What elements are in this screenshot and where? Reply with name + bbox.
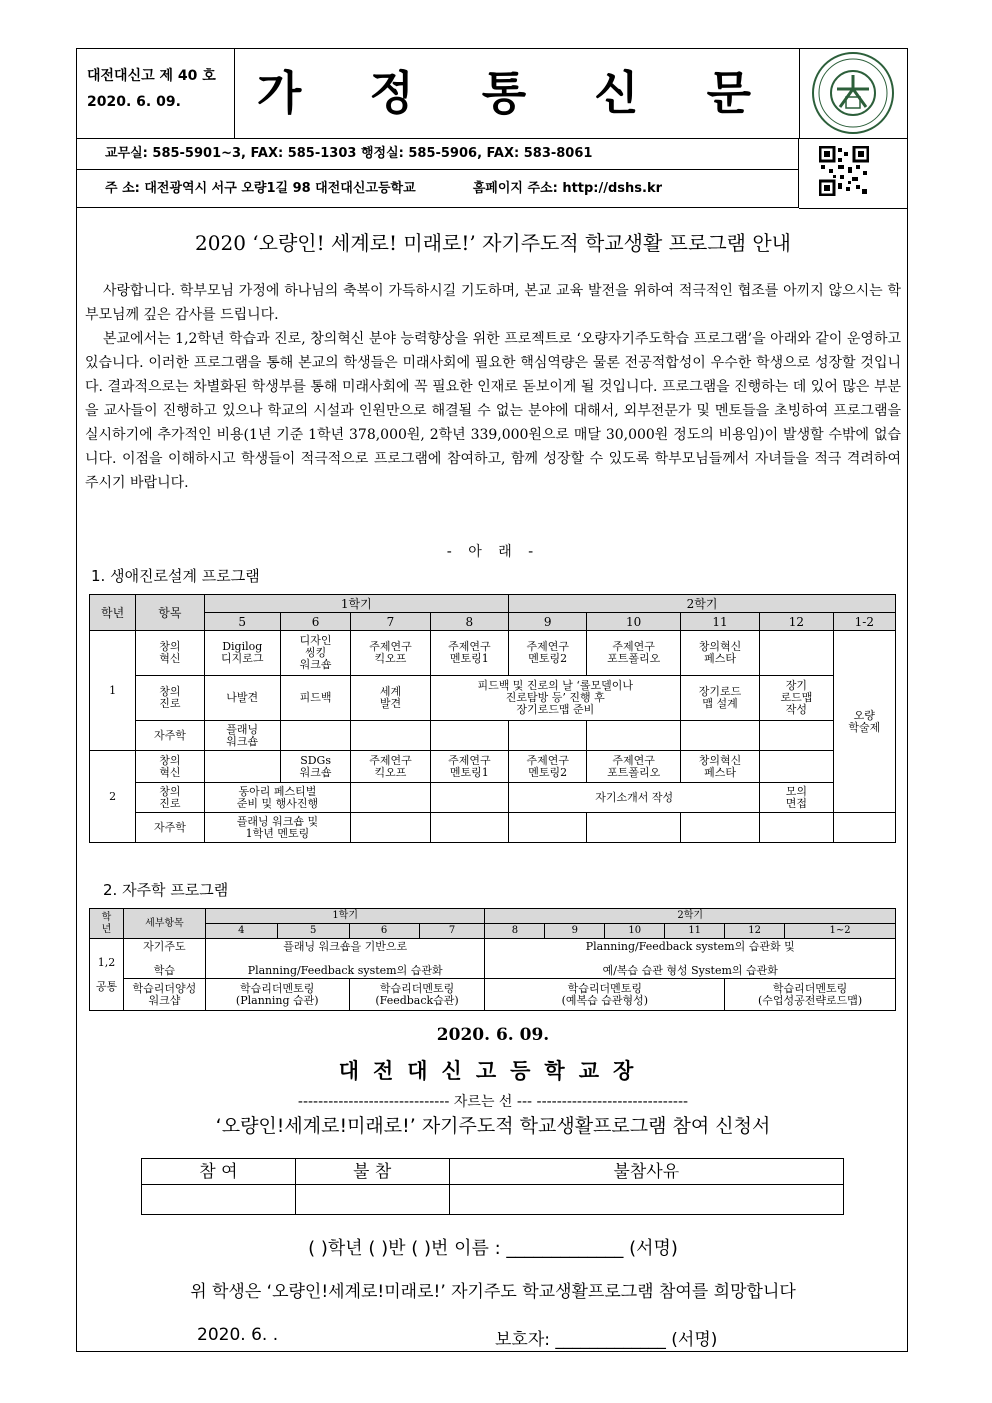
row-label: 창의 진로 <box>136 676 204 721</box>
issue-number: 대전대신고 제 40 호 <box>87 68 216 84</box>
cell: 학습리더멘토링 (예복습 습관형성) <box>485 979 725 1011</box>
reason-field[interactable] <box>449 1185 843 1215</box>
cut-line: ------------------------------ 자르는 선 --- ------------------------------ <box>297 1094 689 1110</box>
row-label: 창의 혁신 <box>136 751 204 783</box>
cell: 플래닝 워크숍을 기반으로 Planning/Feedback system의 습관화 <box>205 939 485 979</box>
cell: 학습리더멘토링 (Feedback습관) <box>349 979 485 1011</box>
header-reason: 불참사유 <box>449 1159 843 1185</box>
sign-date: 2020. 6. 09. <box>436 1025 550 1045</box>
contact-line: 교무실: 585-5901~3, FAX: 585-1303 행정실: 585-5906, FAX: 583-8061 <box>77 138 799 170</box>
principal-name: 대전대신고등학교장 <box>338 1058 648 1083</box>
cell: 피드백 <box>280 676 350 721</box>
header-item: 항목 <box>136 595 204 631</box>
address-line <box>77 170 799 208</box>
cell: 세계 발견 <box>351 676 430 721</box>
row-label: 창의 혁신 <box>136 631 204 676</box>
month: 11 <box>680 613 759 631</box>
grade-2: 2 <box>90 751 136 843</box>
cell: 학습리더멘토링 (Planning 습관) <box>205 979 349 1011</box>
month: 8 <box>485 924 545 939</box>
hope-statement: 위 학생은 ‘오량인!세계로!미래로!’ 자기주도 학교생활프로그램 참여를 희망합니다 <box>190 1282 796 1302</box>
cell: 모의 면접 <box>760 783 833 813</box>
cell: 주제연구 멘토링1 <box>430 751 508 783</box>
month: 8 <box>430 613 508 631</box>
cell: Planning/Feedback system의 습관화 및 예/복습 습관 형성 System의 습관화 <box>485 939 896 979</box>
month: 5 <box>277 924 349 939</box>
participate-field[interactable] <box>142 1185 296 1215</box>
form-date: 2020. 6. . <box>197 1325 279 1345</box>
month: 9 <box>545 924 605 939</box>
month: 7 <box>351 613 430 631</box>
month: 7 <box>419 924 485 939</box>
month: 10 <box>605 924 665 939</box>
header-grade: 학년 <box>90 595 136 631</box>
cell: 주제연구 멘토링2 <box>509 751 587 783</box>
cell: 플래닝 워크숍 및 1학년 멘토링 <box>204 813 351 843</box>
header-semester-2: 2학기 <box>485 909 896 924</box>
cell: 주제연구 포트폴리오 <box>587 751 680 783</box>
grade-1: 1 <box>90 631 136 751</box>
not-participate-field[interactable] <box>295 1185 449 1215</box>
intro-paragraph-1: 사랑합니다. 학부모님 가정에 하나님의 축복이 가득하시길 기도하며, 본교 교육 발전을 위하여 적극적인 협조를 아끼지 않으시는 학부모님께 깊은 감사를 드립니다. <box>85 283 901 323</box>
participation-form-table <box>141 1158 844 1215</box>
row-label: 자주학 <box>136 813 204 843</box>
self-study-program-table <box>89 908 896 1011</box>
grade-common: 1,2 공통 <box>90 939 124 1011</box>
header-participate: 참 여 <box>142 1159 296 1185</box>
header-semester-2: 2학기 <box>509 595 896 613</box>
issue-date: 2020. 6. 09. <box>87 94 181 110</box>
school-logo <box>799 49 908 138</box>
header <box>77 49 907 139</box>
homepage[interactable]: 홈페이지 주소: http://dshs.kr <box>472 181 663 196</box>
newsletter-title: 가 정 통 신 문 <box>256 66 778 120</box>
cell: SDGs 워크숍 <box>280 751 350 783</box>
month: 5 <box>204 613 280 631</box>
row-label: 학습리더양성 워크샵 <box>123 979 205 1011</box>
cell-empty <box>760 631 833 676</box>
document-frame <box>76 48 908 1352</box>
cell: 장기로드 맵 설계 <box>680 676 759 721</box>
cell: 피드백 및 진로의 날 ‘롤모델이나 진로탐방 등’ 진행 후 장기로드맵 준비 <box>430 676 680 721</box>
cell: 플래닝 워크숍 <box>204 721 280 751</box>
document-title: 2020 ‘오량인! 세계로! 미래로!’ 자기주도적 학교생활 프로그램 안내 <box>195 231 791 255</box>
student-info-line: ( )학년 ( )반 ( )번 이름 : _____________ (서명) <box>308 1238 678 1259</box>
month: 4 <box>205 924 277 939</box>
month: 6 <box>349 924 419 939</box>
month: 6 <box>280 613 350 631</box>
cell: 주제연구 멘토링2 <box>509 631 587 676</box>
cell: Digilog 디지로그 <box>204 631 280 676</box>
cell: 디자인 씽킹 워크숍 <box>280 631 350 676</box>
cell-empty <box>204 751 280 783</box>
section2-title: 2. 자주학 프로그램 <box>103 881 229 899</box>
cell: 장기 로드맵 작성 <box>760 676 833 721</box>
header-item: 세부항목 <box>123 909 205 939</box>
header-not-participate: 불 참 <box>295 1159 449 1185</box>
cell: 주제연구 포트폴리오 <box>587 631 680 676</box>
header-semester-1: 1학기 <box>205 909 485 924</box>
cell: 동아리 페스티벌 준비 및 행사진행 <box>204 783 351 813</box>
cell: 주제연구 킥오프 <box>351 751 430 783</box>
header-grade: 학 년 <box>90 909 124 939</box>
cell: 자기소개서 작성 <box>509 783 760 813</box>
month: 1~2 <box>785 924 896 939</box>
month: 10 <box>587 613 680 631</box>
olang-symposium: 오량 학술제 <box>833 631 895 813</box>
section1-title: 1. 생애진로설계 프로그램 <box>91 567 260 585</box>
cell: 창의혁신 페스타 <box>680 631 759 676</box>
issue-info <box>77 49 235 138</box>
intro-text <box>85 279 901 495</box>
month: 12 <box>725 924 785 939</box>
form-title: ‘오량인!세계로!미래로!’ 자기주도적 학교생활프로그램 참여 신청서 <box>215 1115 771 1137</box>
month: 9 <box>509 613 587 631</box>
month: 12 <box>760 613 833 631</box>
career-program-table <box>89 594 896 843</box>
cell: 주제연구 킥오프 <box>351 631 430 676</box>
intro-paragraph-2: 본교에서는 1,2학년 학습과 진로, 창의혁신 분야 능력향상을 위한 프로젝트로 ‘오량자기주도학습 프로그램’을 아래와 같이 운영하고 있습니다. 이러한 프로그램을 통해 본교의 학생들은 미래사회에 필요한 핵심역량은 물론 전공적합성이 우수한 학생으로 성장할 것입니다. 결과적으로는 차별화된 학생부를 통해 미래사회에 꼭 필요한 인재로 돋보이게 될 것입니다. 프로그램을 진행하는 데 있어 많은 부분을 교사들이 진행하고 있으나 학교의 시설과 인원만으로 해결될 수 없는 분야에 대해서, 외부전문가 및 멘토들을 초빙하여 프로그램을 실시하기에 추가적인 비용(1년 기준 1학년 378,000원, 2학년 339,000원으로 매달 30,000원 정도의 비용임)이 발생할 수밖에 없습니다. 이점을 이해하시고 학생들이 적극적으로 프로그램에 참여하고, 함께 성장할 수 있도록 학부모님들께서 자녀들을 적극 격려하여 주시기 바랍니다. <box>85 331 901 491</box>
cell-empty <box>760 751 833 783</box>
row-label: 자기주도 학습 <box>123 939 205 979</box>
ahrae-heading: - 아 래 - <box>446 544 540 560</box>
qr-code <box>799 138 907 209</box>
header-semester-1: 1학기 <box>204 595 508 613</box>
cell: 창의혁신 페스타 <box>680 751 759 783</box>
cell: 주제연구 멘토링1 <box>430 631 508 676</box>
address: 주 소: 대전광역시 서구 오량1길 98 대전대신고등학교 <box>105 181 416 196</box>
guardian-signature: 보호자: _____________ (서명) <box>495 1330 718 1350</box>
cell: 나발견 <box>204 676 280 721</box>
cell: 학습리더멘토링 (수업성공전략로드맵) <box>725 979 896 1011</box>
row-label: 창의 진로 <box>136 783 204 813</box>
month: 1-2 <box>833 613 895 631</box>
row-label: 자주학 <box>136 721 204 751</box>
month: 11 <box>665 924 725 939</box>
